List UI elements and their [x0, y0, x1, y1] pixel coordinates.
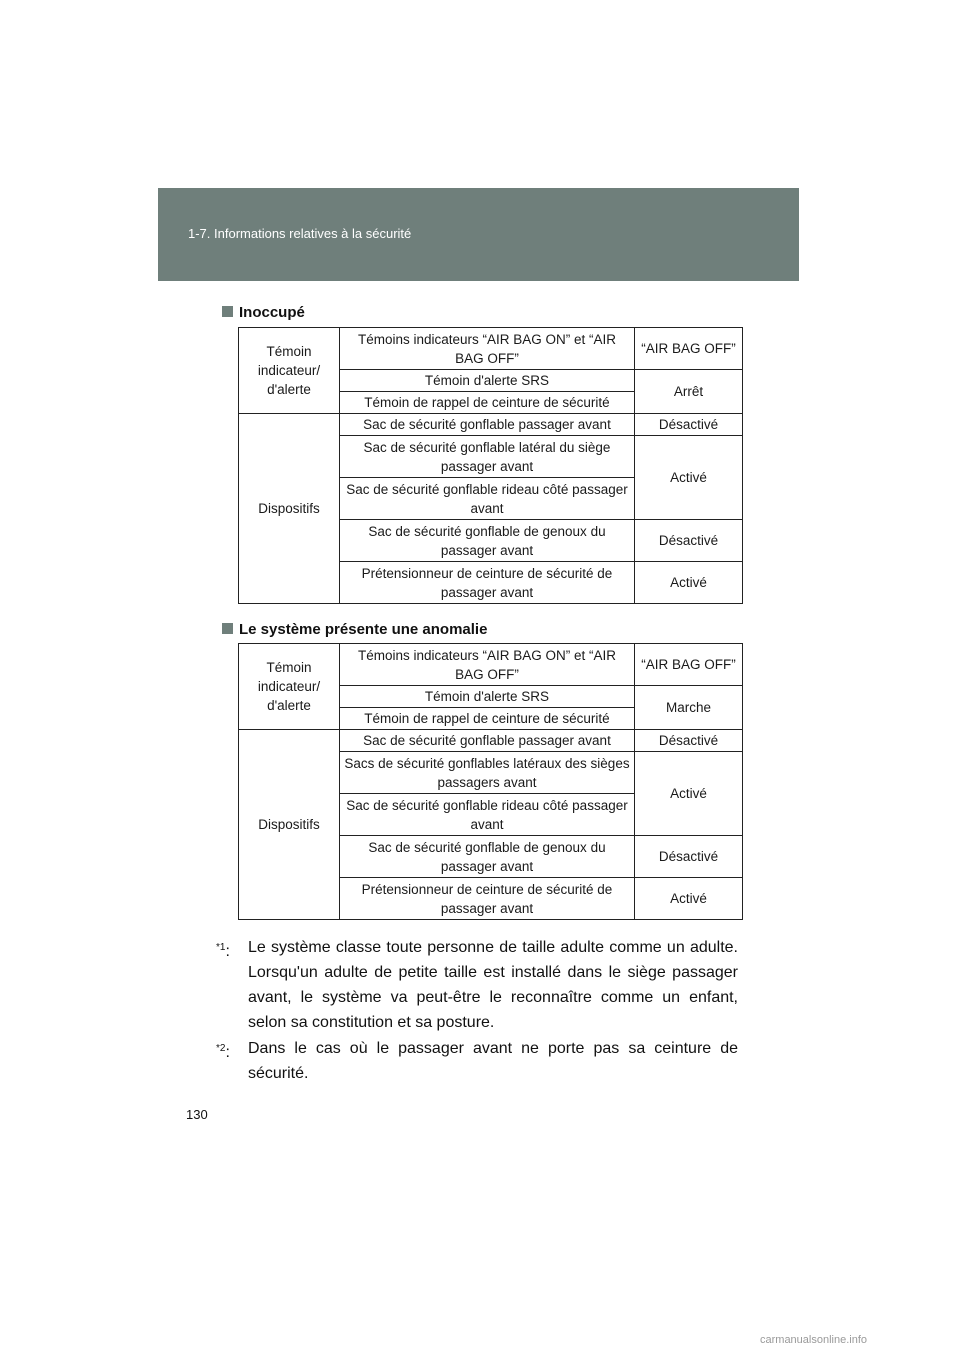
section-heading-unoccupied [222, 304, 305, 321]
knee-airbag-value-cell: Désactivé [635, 836, 743, 878]
section-title: 1-7. Informations relatives à la sécurité [188, 226, 412, 241]
indicators-value-cell: “AIR BAG OFF” [635, 328, 743, 370]
srs-belt-value-cell: Marche [635, 686, 743, 730]
side-airbag-label-cell: Sacs de sécurité gonflables latéraux des sièges passagers avant [340, 752, 635, 794]
page-number: 130 [186, 1107, 208, 1122]
front-airbag-value-cell: Désactivé [635, 414, 743, 436]
section-header-bar [158, 188, 799, 281]
side-airbag-label-cell: Sac de sécurité gonflable latéral du siège passager avant [340, 436, 635, 478]
curtain-airbag-label-cell: Sac de sécurité gonflable rideau côté passager avant [340, 794, 635, 836]
section-heading-text: Le système présente une anomalie [239, 621, 488, 638]
indicators-value-cell: “AIR BAG OFF” [635, 644, 743, 686]
status-table-malfunction [238, 643, 743, 920]
pretensioner-label-cell: Prétensionneur de ceinture de sécurité de passager avant [340, 878, 635, 920]
footnote-mark: *2 [216, 1043, 226, 1054]
belt-reminder-label-cell: Témoin de rappel de ceinture de sécurité [340, 708, 635, 730]
pretensioner-value-cell: Activé [635, 562, 743, 604]
belt-reminder-label-cell: Témoin de rappel de ceinture de sécurité [340, 392, 635, 414]
devices-header-cell: Dispositifs [239, 730, 340, 920]
footnote-text: Dans le cas où le passager avant ne porte pas sa ceinture de sécurité. [248, 1040, 738, 1082]
watermark: carmanualsonline.info [760, 1334, 868, 1346]
srs-warning-label-cell: Témoin d'alerte SRS [340, 370, 635, 392]
square-bullet-icon [222, 623, 233, 634]
indicator-header-cell: Témoin indicateur/ d'alerte [239, 328, 340, 414]
footnote-mark: *1 [216, 942, 226, 953]
section-heading-malfunction [222, 621, 487, 638]
indicators-label-cell: Témoins indicateurs “AIR BAG ON” et “AIR BAG OFF” [340, 644, 635, 686]
footnote-1: $^{*1}$: Le système classe toute personne de taille adulte comme un adulte. Lorsqu'un adulte de petite taille est installé dans le siège passager avant, le système va peut-être le reconnaître comme un enfant, selon sa constitution et sa posture. [216, 935, 738, 1035]
square-bullet-icon [222, 306, 233, 317]
knee-airbag-label-cell: Sac de sécurité gonflable de genoux du passager avant [340, 836, 635, 878]
status-table-unoccupied [238, 327, 743, 604]
footnote-2: $^{*2}$: Dans le cas où le passager avant ne porte pas sa ceinture de sécurité. [216, 1036, 738, 1086]
section-heading-text: Inoccupé [239, 304, 305, 321]
srs-belt-value-cell: Arrêt [635, 370, 743, 414]
side-curtain-value-cell: Activé [635, 752, 743, 836]
knee-airbag-value-cell: Désactivé [635, 520, 743, 562]
curtain-airbag-label-cell: Sac de sécurité gonflable rideau côté passager avant [340, 478, 635, 520]
front-airbag-label-cell: Sac de sécurité gonflable passager avant [340, 414, 635, 436]
pretensioner-label-cell: Prétensionneur de ceinture de sécurité de passager avant [340, 562, 635, 604]
front-airbag-value-cell: Désactivé [635, 730, 743, 752]
knee-airbag-label-cell: Sac de sécurité gonflable de genoux du passager avant [340, 520, 635, 562]
devices-header-cell: Dispositifs [239, 414, 340, 604]
pretensioner-value-cell: Activé [635, 878, 743, 920]
indicator-header-cell: Témoin indicateur/ d'alerte [239, 644, 340, 730]
footnote-text: Le système classe toute personne de taille adulte comme un adulte. Lorsqu'un adulte de petite taille est installé dans le siège passager avant, le système va peut-être le reconnaître comme un enfant, selon sa constitution et sa posture. [248, 939, 738, 1031]
indicators-label-cell: Témoins indicateurs “AIR BAG ON” et “AIR BAG OFF” [340, 328, 635, 370]
front-airbag-label-cell: Sac de sécurité gonflable passager avant [340, 730, 635, 752]
srs-warning-label-cell: Témoin d'alerte SRS [340, 686, 635, 708]
side-curtain-value-cell: Activé [635, 436, 743, 520]
